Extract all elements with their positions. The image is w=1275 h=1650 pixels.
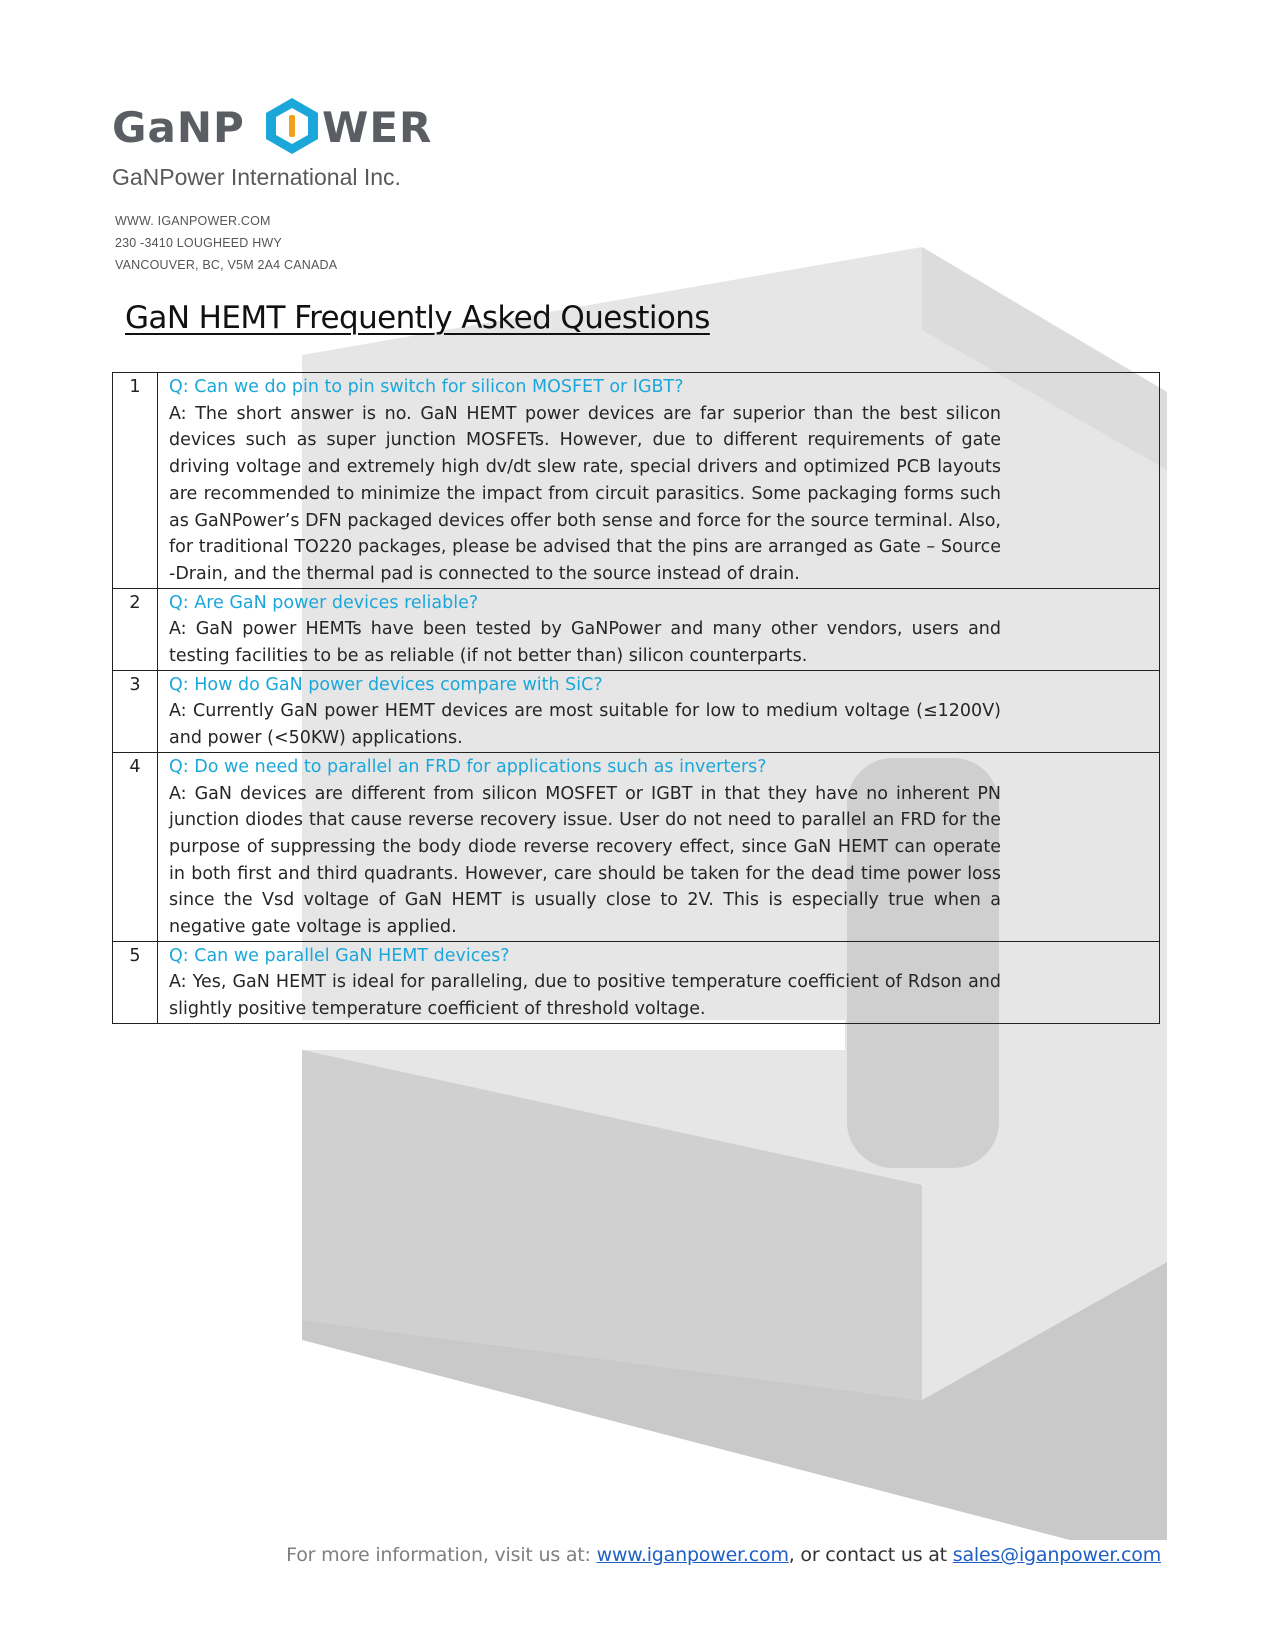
company-name: GaNPower International Inc. (112, 164, 401, 190)
footer-prefix: For more information, visit us at: (286, 1544, 597, 1566)
faq-answer: A: Yes, GaN HEMT is ideal for paralleling, due to positive temperature coefficient of Rdson and slightly positive temperature coefficient of threshold voltage. (169, 972, 1001, 1020)
email-link[interactable]: sales@iganpower.com (952, 1544, 1161, 1566)
footer (286, 1544, 1161, 1566)
faq-question: Q: Do we need to parallel an FRD for applications such as inverters? (169, 756, 767, 777)
page-title: GaN HEMT Frequently Asked Questions (125, 300, 710, 336)
faq-number: 4 (113, 752, 158, 941)
faq-table (112, 372, 1160, 1024)
faq-row-3 (113, 670, 1160, 752)
faq-question: Q: How do GaN power devices compare with SiC? (169, 674, 603, 695)
faq-number: 3 (113, 670, 158, 752)
logo-text-left: GaNP (112, 103, 245, 152)
faq-answer: A: The short answer is no. GaN HEMT power devices are far superior than the best silicon devices such as super junction MOSFETs. However, due to different requirements of gate driving voltage and extremely high dv/dt slew rate, special drivers and optimized PCB layouts are recommended to minimize the impact from circuit parasitics. Some packaging forms such as GaNPower’s DFN packaged devices offer both sense and force for the source terminal. Also, for traditional TO220 packages, please be advised that the pins are arranged as Gate – Source -Drain, and the thermal pad is connected to the source instead of drain. (169, 403, 1001, 584)
faq-answer: A: GaN devices are different from silicon MOSFET or IGBT in that they have no inherent PN junction diodes that cause reverse recovery issue. User do not need to parallel an FRD for the purpose of suppressing the body diode reverse recovery effect, since GaN HEMT can operate in both first and third quadrants. However, care should be taken for the dead time power loss since the Vsd voltage of GaN HEMT is usually close to 2V. This is especially true when a negative gate voltage is applied. (169, 783, 1001, 938)
address-city: VANCOUVER, BC, V5M 2A4 CANADA (115, 258, 338, 272)
website-link[interactable]: www.iganpower.com (596, 1544, 789, 1566)
faq-cell (158, 941, 1160, 1023)
faq-cell (158, 752, 1160, 941)
faq-number: 2 (113, 588, 158, 670)
faq-answer: A: Currently GaN power HEMT devices are most suitable for low to medium voltage (≤1200V) and power (<50KW) applications. (169, 701, 1001, 749)
faq-number: 1 (113, 373, 158, 589)
address-street: 230 -3410 LOUGHEED HWY (115, 236, 282, 250)
faq-question: Q: Are GaN power devices reliable? (169, 592, 479, 613)
faq-row-1 (113, 373, 1160, 589)
faq-question: Q: Can we parallel GaN HEMT devices? (169, 945, 510, 966)
footer-middle: , or contact us at (788, 1544, 953, 1566)
logo-text-right: WER (322, 103, 433, 152)
ganpower-logo (112, 96, 433, 154)
faq-cell (158, 670, 1160, 752)
faq-cell (158, 373, 1160, 589)
faq-row-4 (113, 752, 1160, 941)
faq-row-5 (113, 941, 1160, 1023)
faq-row-2 (113, 588, 1160, 670)
faq-answer: A: GaN power HEMTs have been tested by GaNPower and many other vendors, users and testing facilities to be as reliable (if not better than) silicon counterparts. (169, 619, 1001, 667)
faq-cell (158, 588, 1160, 670)
faq-number: 5 (113, 941, 158, 1023)
faq-question: Q: Can we do pin to pin switch for silicon MOSFET or IGBT? (169, 377, 684, 397)
address-website: WWW. IGANPOWER.COM (115, 214, 271, 228)
logo-hexagon-icon (266, 98, 318, 154)
